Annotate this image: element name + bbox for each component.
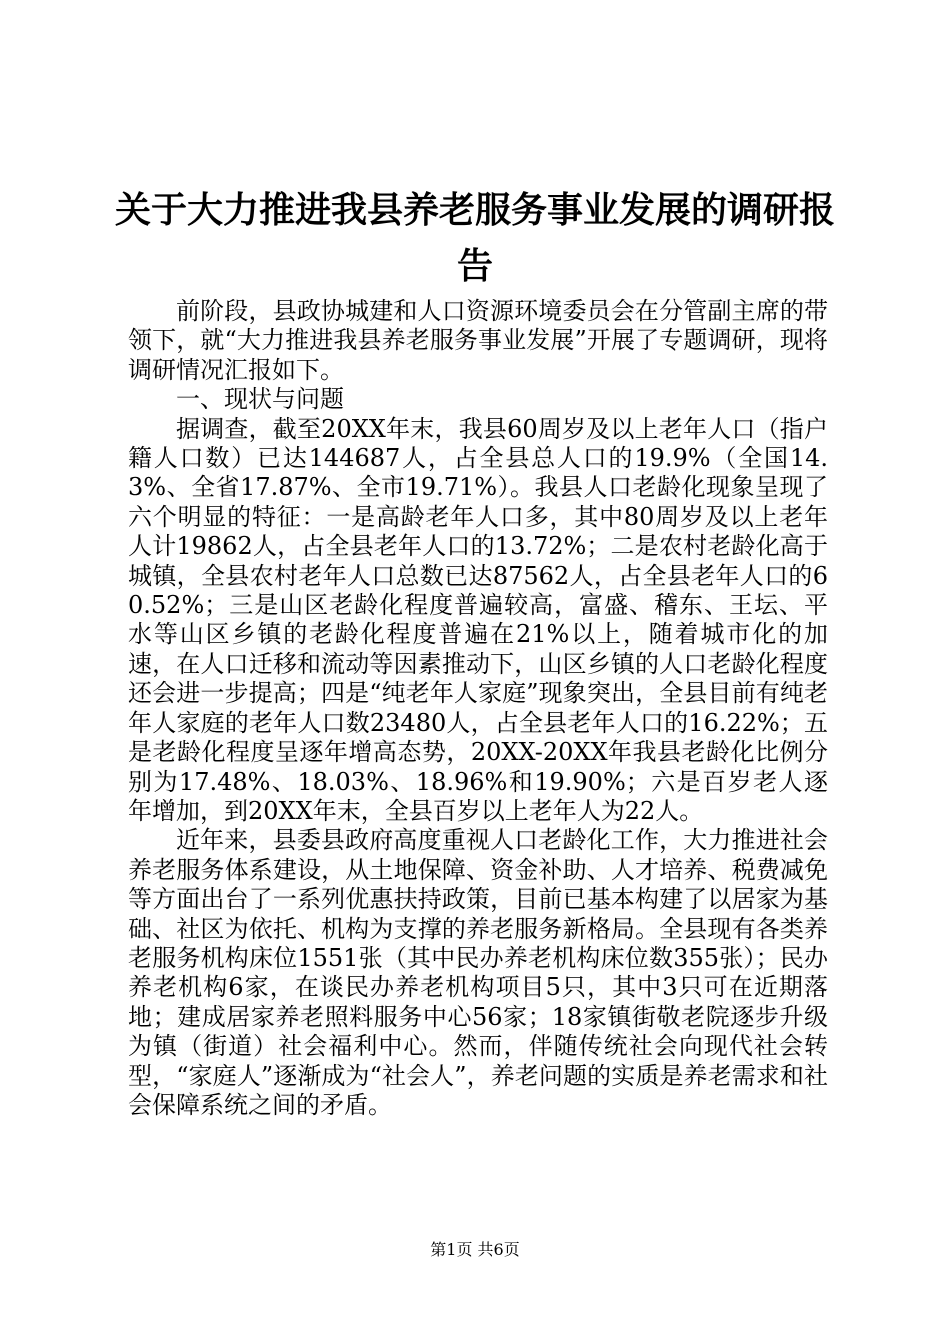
paragraph-recent-years: 近年来，县委县政府高度重视人口老龄化工作，大力推进社会养老服务体系建设，从土地保障、资金补助、人才培养、税费减免等方面出台了一系列优惠扶持政策，目前已基本构建了以居家为基础、社区为依托、机构为支撑的养老服务新格局。全县现有各类养老服务机构床位1551张（其中民办养老机构床位数355张）；民办养老机构6家，在谈民办养老机构项目5只，其中3只可在近期落地；建成居家养老照料服务中心56家；18家镇街敬老院逐步升级为镇（街道）社会福利中心。然而，伴随传统社会向现代社会转型，“家庭人”逐渐成为“社会人”，养老问题的实质是养老需求和社会保障系统之间的矛盾。 xyxy=(128,826,828,1119)
document-title-line-1: 关于大力推进我县养老服务事业发展的调研报 xyxy=(114,190,835,231)
section-heading: 一、现状与问题 xyxy=(176,385,344,414)
page-footer: 第1页 共6页 xyxy=(430,1240,520,1259)
document-body xyxy=(128,297,828,1120)
paragraph-intro: 前阶段，县政协城建和人口资源环境委员会在分管副主席的带领下，就“大力推进我县养老服务事业发展”开展了专题调研，现将调研情况汇报如下。 xyxy=(128,297,828,384)
document-title-line-2: 告 xyxy=(456,246,493,287)
paragraph-survey: 据调查，截至20XX年末，我县60周岁及以上老年人口（指户籍人口数）已达144687人，占全县总人口的19.9%（全国14.3%、全省17.87%、全市19.71%）。我县人口老龄化现象呈现了六个明显的特征：一是高龄老年人口多，其中80周岁及以上老年人计19862人，占全县老年人口的13.72%；二是农村老龄化高于城镇，全县农村老年人口总数已达87562人，占全县老年人口的60.52%；三是山区老龄化程度普遍较高，富盛、稽东、王坛、平水等山区乡镇的老龄化程度普遍在21%以上，随着城市化的加速，在人口迁移和流动等因素推动下，山区乡镇的人口老龄化程度还会进一步提高；四是“纯老年人家庭”现象突出，全县目前有纯老年人家庭的老年人口数23480人，占全县老年人口的16.22%；五是老龄化程度呈逐年增高态势，20XX-20XX年我县老龄化比例分别为17.48%、18.03%、18.96%和19.90%；六是百岁老人逐年增加，到20XX年末，全县百岁以上老年人为22人。 xyxy=(128,414,828,825)
